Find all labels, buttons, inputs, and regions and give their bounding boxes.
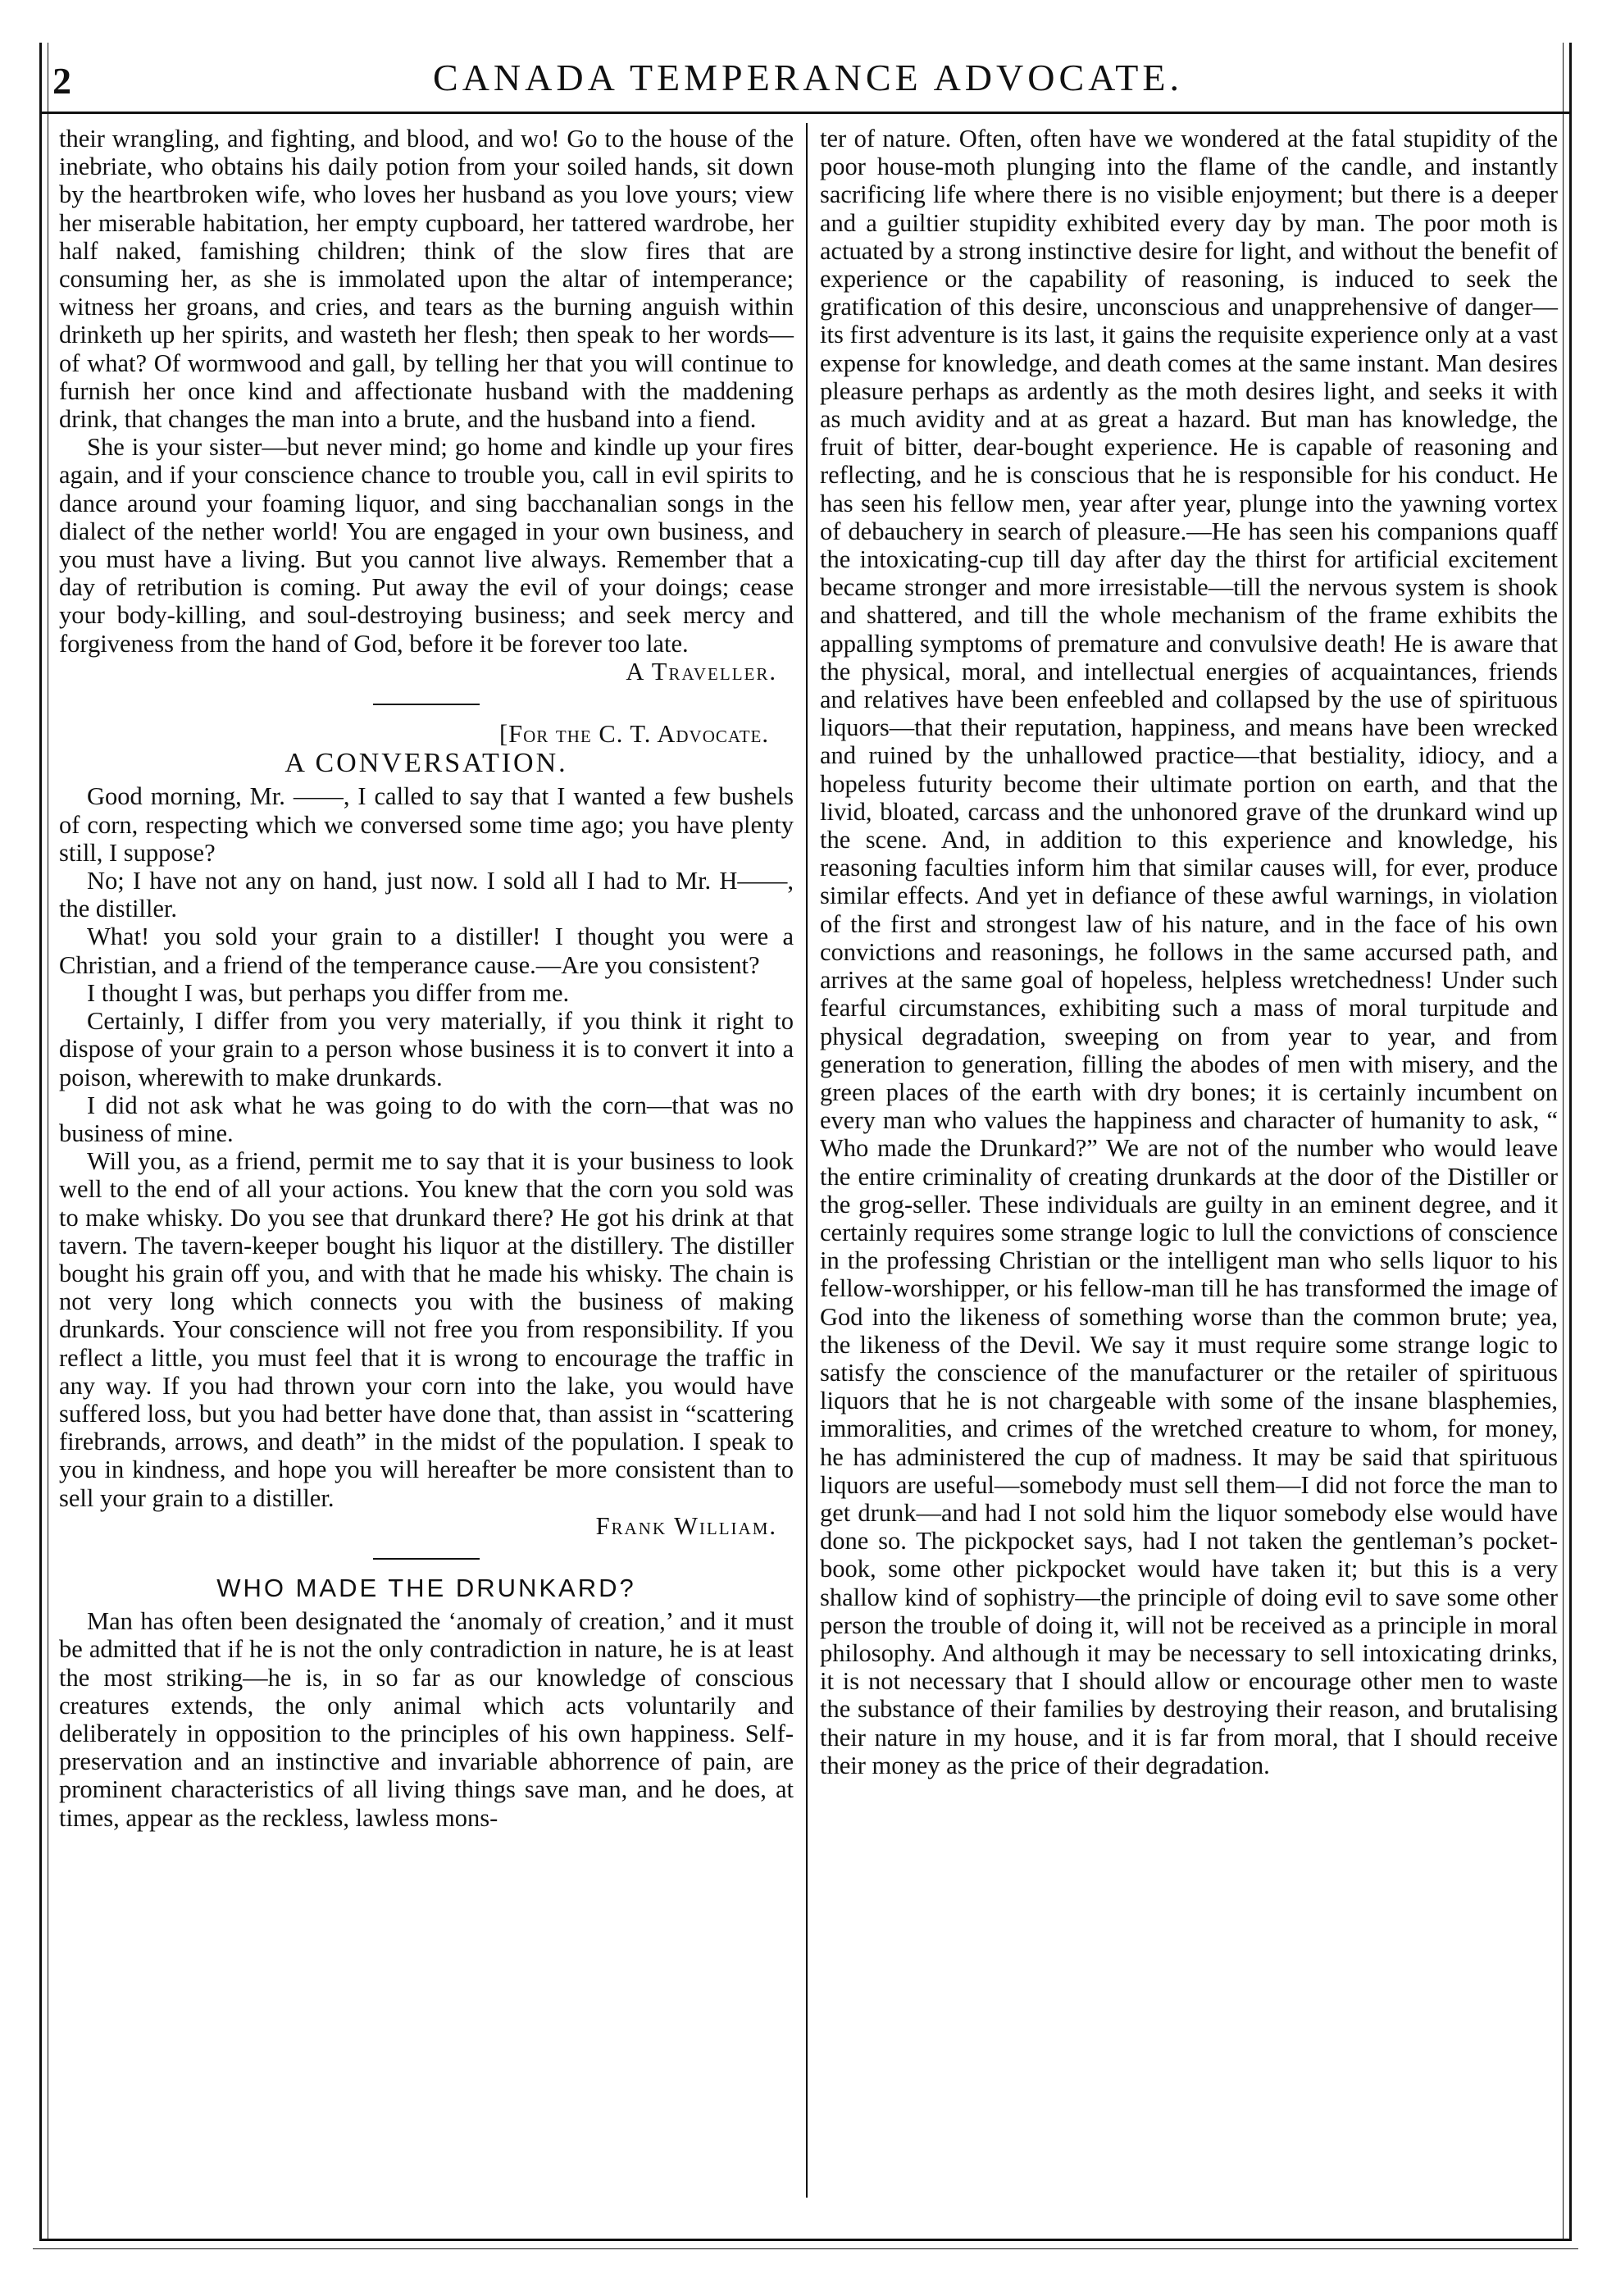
dialogue-paragraph: I thought I was, but perhaps you differ from me. <box>87 978 570 1007</box>
footer-thin-rule <box>33 2248 1578 2249</box>
page-number: 2 <box>52 60 71 102</box>
article-paragraph: ter of nature. Often, often have we wondered at the fatal stupidity of the poor house-moth plunging into the flame of the candle, and instantly sacrificing life where there is no visible enjoyment; but there is a deeper and a guiltier stupidity exhibited every day by man. The poor moth is actuated by a strong instinctive desire for light, and without the benefit of experience or the capability of reasoning, is induced to seek the gratification of this desire, unconscious and unapprehensive of danger—its first adventure is its last, it gains the requisite experience only at a vast expense for knowledge, and death comes at the same instant. Man desires pleasure perhaps as ardently as the moth desires light, and seeks it with as much avidity and at as great a hazard. But man has knowledge, the fruit of bitter, dear-bought experience. He is capable of reasoning and reflecting, and he is conscious that he is responsible for his conduct. He has seen his fellow men, year after year, plunge into the yawning vortex of debauchery in search of pleasure.—He has seen his companions quaff the intoxicating-cup till day after day the thirst for artificial excitement became stronger and more irresistable—till the nervous system is shook and shattered, and till the whole mechanism of the frame exhibits the appalling symptoms of premature and convulsive death! He is aware that the physical, moral, and intellectual energies of acquaintances, friends and relatives have been enfeebled and collapsed by the use of spirituous liquors—that their reputation, happiness, and means have been wrecked and ruined by the unhallowed practice—that bestiality, idiocy, and a hopeless futurity become their ultimate portion on earth, and that the livid, bloated, carcass and the unhonored grave of the drunkard wind up the scene. And, in addition to this experience and knowledge, his reasoning faculties inform him that similar causes will, for ever, produce similar effects. And yet in defiance of these awful warnings, in violation of the first and strongest law of his nature, and in the face of his own convictions and reasonings, he follows in the same accursed path, and arrives at the same goal of hopeless, helpless wretchedness! Under such fearful circumstances, exhibiting such a mass of moral turpitude and physical degradation, sweeping on from year to year, and from generation to generation, filling the abodes of men with misery, and the green places of the earth with dry bones; it is certainly incumbent on every man who values the happiness and character of humanity to ask, “ Who made the Drunkard?” We are not of the number who would leave the entire criminality of creating drunkards at the door of the Distiller or the grog-seller. These individuals are guilty in an eminent degree, and it certainly requires some strange logic to lull the convictions of conscience in the professing Christian or the intelligent man who sells liquor to his fellow-worshipper, or his fellow-man till he has transformed the image of God into the likeness of something worse than the common brute; yea, the likeness of the Devil. We say it must require some strange logic to satisfy the conscience of the manufacturer or the retailer of spirituous liquors that he is not chargeable with some of the insane blasphemies, immoralities, and crimes of the wretched creature to whom, for money, he has administered the cup of madness. It may be said that spirituous liquors are useful—somebody must sell them—I did not force the man to get drunk—and had I not sold him the liquor somebody else would have done so. The pickpocket says, had I not taken the gentleman’s pocket-book, some other pickpocket would have taken it; but this is a very shallow kind of sophistry—the principle of doing evil to save some other person the trouble of doing it, will not be received as a principle in moral philosophy. And although it may be necessary to sell intoxicating drinks, it is not necessary that I should allow or encourage other men to waste the substance of their families by destroying their reason, and brutalising their nature in my house, and it is far from moral, that I should receive their money as the price of their degradation. <box>820 125 1558 1779</box>
dialogue-paragraph: What! you sold your grain to a distiller! I thought you were a Christian, and a friend of the temperance cause.—Are you consistent? <box>59 922 794 979</box>
right-border-rule <box>1569 43 1572 2240</box>
header-rule <box>39 112 1572 114</box>
dialogue-paragraph: Will you, as a friend, permit me to say that it is your business to look well to the end of all your actions. You knew that the corn you sold was to make whisky. Do you see that drunkard there? He got his drink at that tavern. The tavern-keeper bought his liquor at the distillery. The distiller bought his grain off you, and with that he made his whisky. The chain is not very long which connects you with the business of making drunkards. Your conscience will not free you from responsibility. If you reflect a little, you must feel that it is wrong to encourage the traffic in any way. If you had thrown your corn into the lake, you would have suffered loss, but you had better have done that, than assist in “scattering firebrands, arrows, and death” in the midst of the population. I speak to you in kindness, and hope you will hereafter be more consistent than to sell your grain to a distiller. <box>59 1147 794 1512</box>
section-separator <box>373 704 480 705</box>
article-paragraph: their wrangling, and fighting, and blood, and wo! Go to the house of the inebriate, who obtains his daily potion from your soiled hands, sit down by the heartbroken wife, who loves her husband as you love yours; view her miserable habitation, her empty cupboard, her tattered wardrobe, her half naked, famishing children; think of the slow fires that are consuming her, as she is immolated upon the altar of intemperance; witness her groans, and cries, and tears as the burning anguish within drinketh up her spirits, and wasteth her flesh; then speak to her words—of what? Of wormwood and gall, by telling her that you will continue to furnish her once kind and affectionate husband with the maddening drink, that changes the man into a brute, and the husband into a fiend. <box>59 125 794 434</box>
right-border-inner-rule <box>1563 43 1564 2240</box>
footer-rule <box>39 2239 1572 2241</box>
author-signature: Frank William. <box>595 1511 777 1540</box>
article-heading: WHO MADE THE DRUNKARD? <box>216 1573 636 1602</box>
dialogue-paragraph: Certainly, I differ from you very materially, if you think it right to dispose of your grain to a person whose business it is to convert it into a poison, wherewith to make drunkards. <box>59 1007 794 1091</box>
article-paragraph: Man has often been designated the ‘anomaly of creation,’ and it must be admitted that if he is not the only contradiction in nature, he is at least the most striking—he is, in so far as our knowledge of conscious creatures extends, the only animal which acts voluntarily and deliberately in opposition to the principles of his own happiness. Self-preservation and an instinctive and invariable abhorrence of pain, are prominent characteristics of all living things save man, and he does, at times, appear as the reckless, lawless mons- <box>59 1607 794 1832</box>
right-column <box>820 125 1558 1779</box>
article-paragraph: She is your sister—but never mind; go home and kindle up your fires again, and if your conscience chance to trouble you, call in evil spirits to dance around your foaming liquor, and sing bacchanalian songs in the dialect of the nether world! You are engaged in your own business, and you must have a living. But you cannot live always. Remember that a day of retribution is coming. Put away the evil of your doings; cease your body-killing, and soul-destroying business; and seek mercy and forgiveness from the hand of God, before it be forever too late. <box>59 433 794 658</box>
masthead-title: CANADA TEMPERANCE ADVOCATE. <box>433 57 1183 98</box>
left-border-rule <box>39 43 42 2240</box>
dialogue-paragraph: Good morning, Mr. ——, I called to say that I wanted a few bushels of corn, respecting which we conversed some time ago; you have plenty still, I suppose? <box>59 782 794 867</box>
left-column <box>59 125 794 1832</box>
byline: [For the C. T. Advocate. <box>499 720 769 749</box>
author-signature: A Traveller. <box>626 657 777 686</box>
article-heading: A CONVERSATION. <box>285 748 568 779</box>
section-separator <box>373 1558 480 1560</box>
dialogue-paragraph: No; I have not any on hand, just now. I sold all I had to Mr. H——, the distiller. <box>59 867 794 923</box>
dialogue-paragraph: I did not ask what he was going to do with the corn—that was no business of mine. <box>59 1091 794 1147</box>
column-divider <box>806 123 808 2198</box>
